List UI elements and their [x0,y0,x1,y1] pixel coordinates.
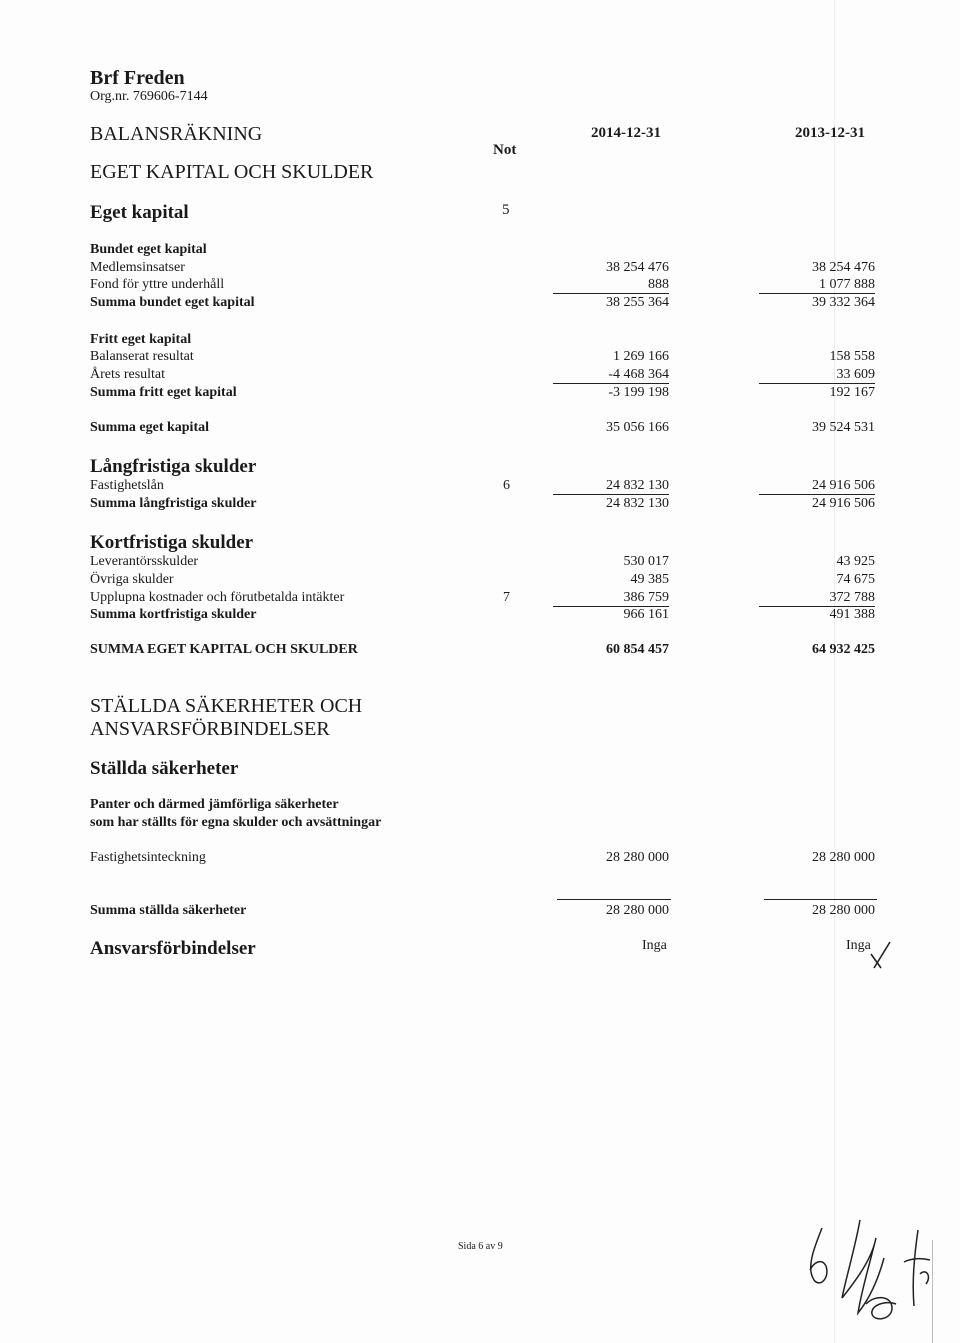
sum-value-2013: 24 916 506 [812,496,875,511]
bound-equity-heading: Bundet eget kapital [90,242,207,257]
sum-value-2013: 491 388 [829,607,875,622]
row-label: Årets resultat [90,367,166,382]
sum-value-2014: -3 199 198 [608,385,669,400]
value-2013: 24 916 506 [759,478,875,495]
value-2013: 43 925 [836,554,875,569]
sum-value-2013: 39 332 364 [812,295,875,310]
value-2013: 74 675 [836,572,875,587]
sum-value-2014: 28 280 000 [606,903,669,918]
value-2014: 24 832 130 [553,478,669,495]
sum-label: Summa kortfristiga skulder [90,607,257,622]
row-label: Fastighetslån [90,478,164,493]
row-label: Fond för yttre underhåll [90,277,225,292]
value-2014: 28 280 000 [606,850,669,865]
long-term-heading: Långfristiga skulder [90,456,257,477]
balance-title: BALANSRÄKNING [90,123,263,145]
column-header-2013: 2013-12-31 [795,125,865,141]
value-2013: 33 609 [759,367,875,384]
sum-value-2014: 24 832 130 [606,496,669,511]
value-2013: 158 558 [829,349,875,364]
value-2013: 38 254 476 [812,260,875,275]
org-name: Brf Freden [90,67,185,89]
value-2014: 530 017 [623,554,669,569]
free-equity-heading: Fritt eget kapital [90,332,192,347]
row-label: Balanserat resultat [90,349,194,364]
signature-initials [800,1218,940,1338]
sum-value-2014: 38 255 364 [606,295,669,310]
value-2014: -4 468 364 [553,367,669,384]
sum-label: Summa långfristiga skulder [90,496,257,511]
page-number: Sida 6 av 9 [458,1241,503,1252]
row-label: Fastighetsinteckning [90,850,206,865]
row-label: Upplupna kostnader och förutbetalda intäkter [90,590,345,605]
sum-label: Summa ställda säkerheter [90,903,247,918]
pledges-title-line1: STÄLLDA SÄKERHETER OCH [90,695,363,717]
value-2014: 38 254 476 [606,260,669,275]
sum-label: Summa bundet eget kapital [90,295,255,310]
sum-value-2013: 39 524 531 [812,420,875,435]
value-2013: 28 280 000 [812,850,875,865]
value-2014: 49 385 [630,572,669,587]
handwritten-mark [868,940,894,970]
row-label: Övriga skulder [90,572,174,587]
page-fold-line [834,0,835,1343]
note-number: 7 [503,590,510,605]
row-label: Medlemsinsatser [90,260,185,275]
sum-value-2014: 966 161 [623,607,669,622]
sum-rule-2014 [557,899,671,900]
contingent-value-2013: Inga [846,938,871,953]
value-2014: 386 759 [553,590,669,607]
org-number: Org.nr. 769606-7144 [90,89,208,104]
pledges-title-line2: ANSVARSFÖRBINDELSER [90,718,330,740]
value-2014: 888 [553,277,669,294]
value-2013: 1 077 888 [759,277,875,294]
sum-label: Summa eget kapital [90,420,209,435]
pledges-sub-line1: Panter och därmed jämförliga säkerheter [90,797,339,812]
total-value-2014: 60 854 457 [606,642,669,657]
value-2014: 1 269 166 [613,349,669,364]
contingent-heading: Ansvarsförbindelser [90,938,256,959]
note-number: 6 [503,478,510,493]
sum-label: Summa fritt eget kapital [90,385,237,400]
sum-value-2013: 28 280 000 [812,903,875,918]
total-value-2013: 64 932 425 [812,642,875,657]
column-header-2014: 2014-12-31 [591,125,661,141]
pledges-heading: Ställda säkerheter [90,758,239,779]
balance-subtitle: EGET KAPITAL OCH SKULDER [90,161,374,183]
row-label: Leverantörsskulder [90,554,199,569]
sum-value-2014: 35 056 166 [606,420,669,435]
sum-rule-2013 [764,899,877,900]
short-term-heading: Kortfristiga skulder [90,532,254,553]
equity-heading: Eget kapital [90,202,189,223]
sum-value-2013: 192 167 [829,385,875,400]
note-column-header: Not [493,142,517,158]
value-2013: 372 788 [759,590,875,607]
pledges-sub-line2: som har ställts för egna skulder och avsättningar [90,815,382,830]
contingent-value-2014: Inga [642,938,667,953]
total-label: SUMMA EGET KAPITAL OCH SKULDER [90,642,358,657]
equity-note: 5 [502,202,510,218]
